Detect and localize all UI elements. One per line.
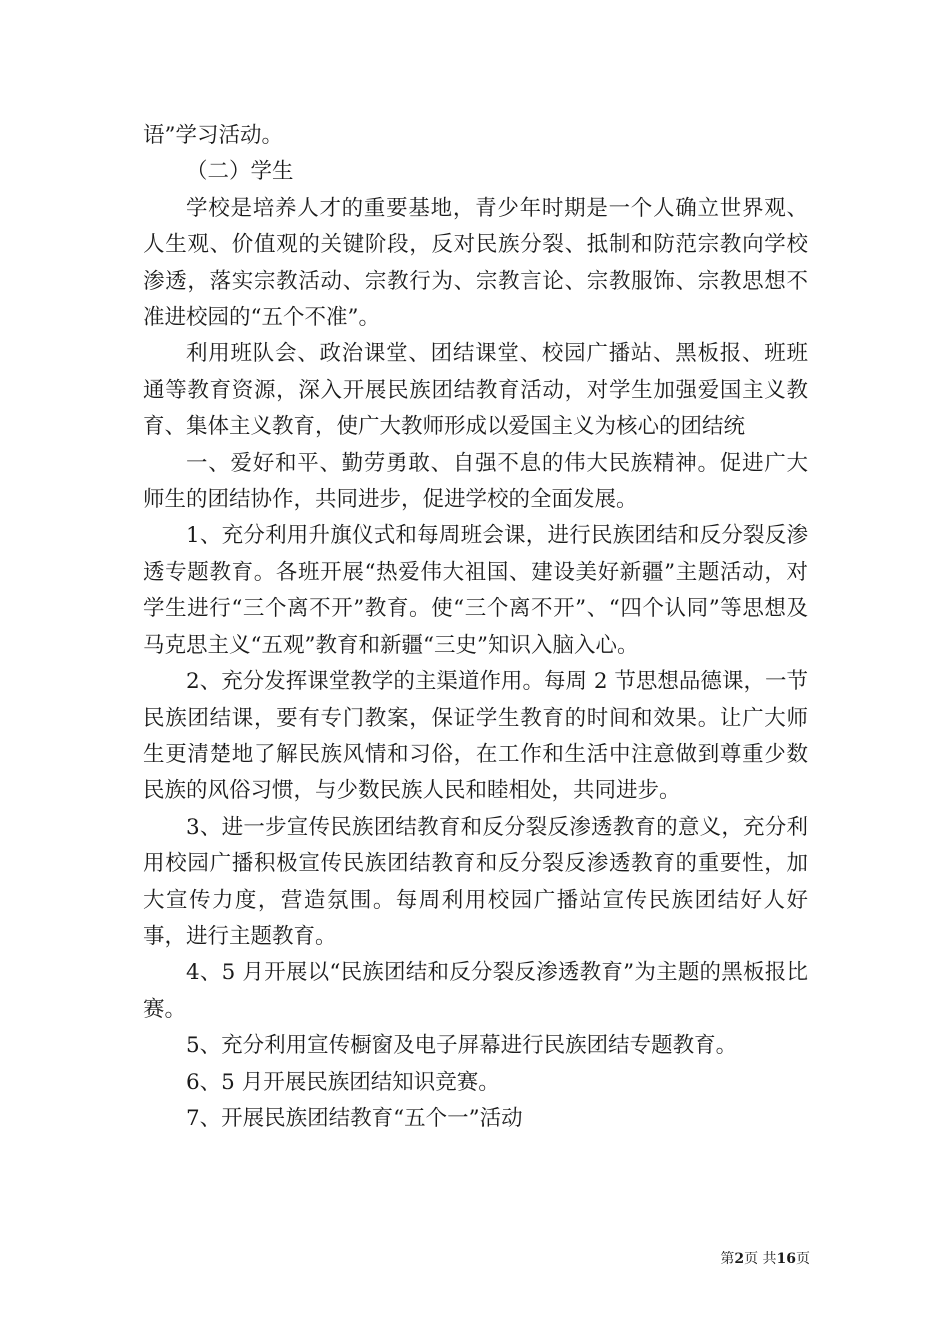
list-item-7: 7、开展民族团结教育“五个一”活动 bbox=[186, 1105, 523, 1131]
section-heading-students: （二）学生 bbox=[186, 159, 294, 185]
list-item-3: 3、进一步宣传民族团结教育和反分裂反渗透教育的意义，充分利用校园广播积极宣传民族团结教育和反分裂反渗透教育的重要性，加大宣传力度，营造氛围。每周利用校园广播站宣传民族团结好人好事，进行主题教育。 bbox=[143, 814, 808, 949]
footer-middle: 页 共 bbox=[744, 1251, 777, 1267]
total-page-count: 16 bbox=[776, 1251, 796, 1267]
paragraph-national-spirit: 一、爱好和平、勤劳勇敢、自强不息的伟大民族精神。促进广大师生的团结协作，共同进步，促进学校的全面发展。 bbox=[143, 450, 808, 513]
list-item-1: 1、充分利用升旗仪式和每周班会课，进行民族团结和反分裂反渗透专题教育。各班开展“热爱伟大祖国、建设美好新疆”主题活动，对学生进行“三个离不开”教育。使“三个离不开”、“四个认同”等思想及马克思主义“五观”教育和新疆“三史”知识入脑入心。 bbox=[143, 523, 808, 658]
list-item-2: 2、充分发挥课堂教学的主渠道作用。每周 2 节思想品德课，一节民族团结课，要有专门教案，保证学生教育的时间和效果。让广大师生更清楚地了解民族风情和习俗，在工作和生活中注意做到尊重少数民族的风俗习惯，与少数民族人民和睦相处，共同进步。 bbox=[143, 669, 808, 804]
paragraph-school-base: 学校是培养人才的重要基地，青少年时期是一个人确立世界观、人生观、价值观的关键阶段，反对民族分裂、抵制和防范宗教向学校渗透，落实宗教活动、宗教行为、宗教言论、宗教服饰、宗教思想不准进校园的“五个不准”。 bbox=[143, 195, 808, 331]
paragraph-education-resources: 利用班队会、政治课堂、团结课堂、校园广播站、黑板报、班班通等教育资源，深入开展民族团结教育活动，对学生加强爱国主义教育、集体主义教育，使广大教师形成以爱国主义为核心的团结统 bbox=[143, 341, 808, 440]
list-item-5: 5、充分利用宣传橱窗及电子屏幕进行民族团结专题教育。 bbox=[186, 1033, 738, 1059]
page-number-footer bbox=[660, 1248, 810, 1268]
document-body bbox=[143, 118, 808, 1137]
paragraph-continuation: 语”学习活动。 bbox=[143, 123, 283, 148]
list-item-6: 6、5 月开展民族团结知识竞赛。 bbox=[186, 1069, 500, 1095]
footer-prefix: 第 bbox=[720, 1251, 735, 1267]
footer-suffix: 页 bbox=[796, 1251, 810, 1267]
list-item-4: 4、5 月开展以“民族团结和反分裂反渗透教育”为主题的黑板报比赛。 bbox=[143, 960, 808, 1022]
current-page-number: 2 bbox=[734, 1251, 745, 1267]
